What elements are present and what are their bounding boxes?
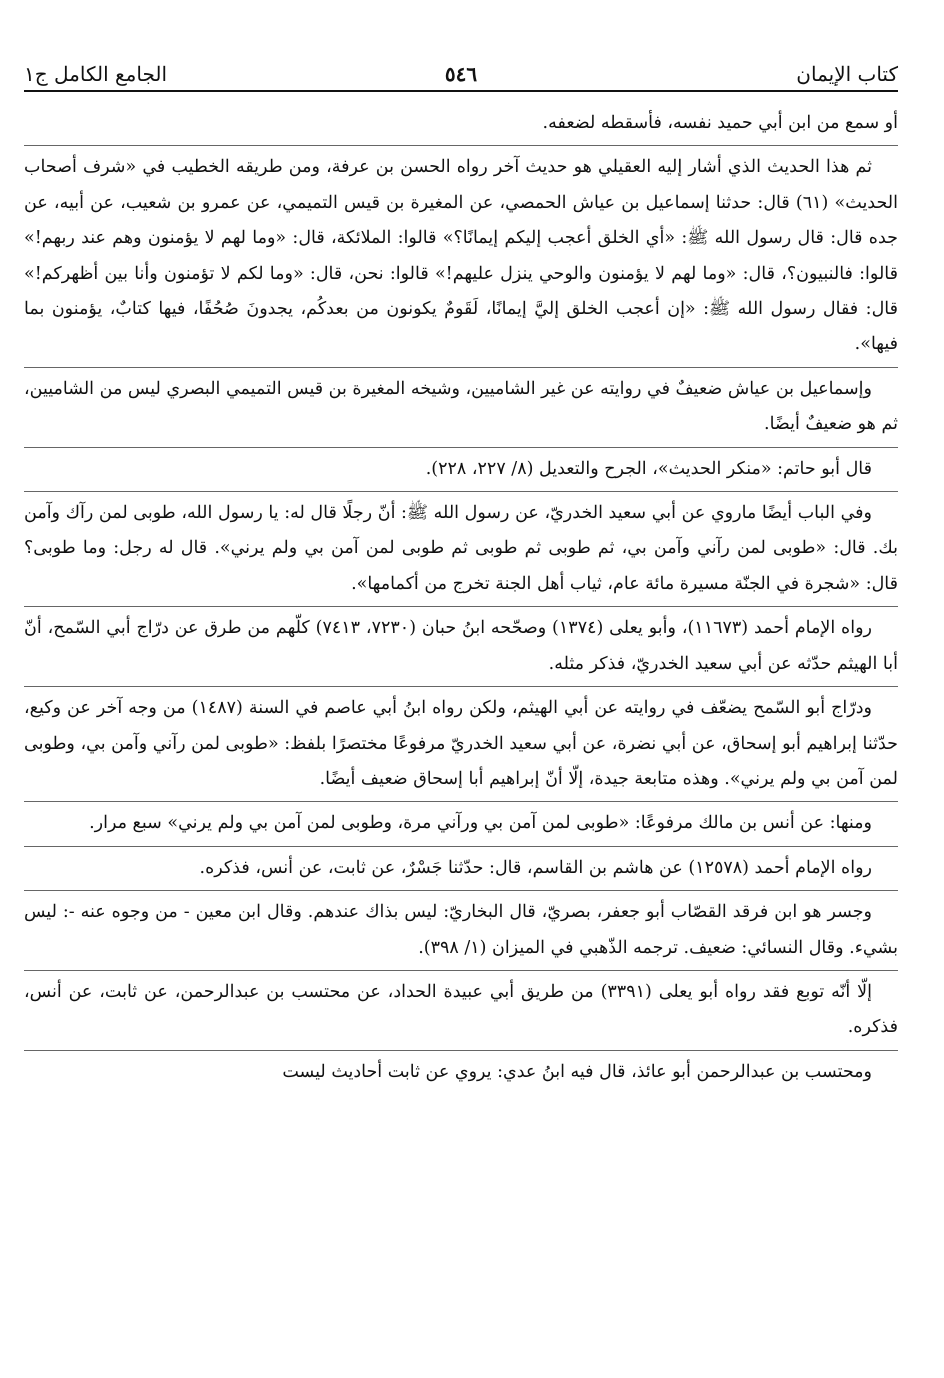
paragraph: ومحتسب بن عبدالرحمن أبو عائذ، قال فيه ابنُ عدي: يروي عن ثابت أحاديث ليست [24,1050,898,1090]
page-header [24,52,898,92]
paragraph: ومنها: عن أنس بن مالك مرفوعًا: «طوبى لمن آمن بي ورآني مرة، وطوبى لمن آمن بي ولم يرني» سبع مرار. [24,801,898,841]
book-title: الجامع الكامل ج١ [24,62,168,86]
paragraph: قال أبو حاتم: «منكر الحديث»، الجرح والتعديل (٨/ ٢٢٧، ٢٢٨). [24,447,898,487]
page-number: ٥٤٦ [444,62,478,86]
paragraph: وفي الباب أيضًا ماروي عن أبي سعيد الخدريّ، عن رسول الله ﷺ: أنّ رجلًا قال له: يا رسول الله، طوبى لمن رآك وآمن بك. قال: «طوبى لمن رآني وآمن بي، ثم طوبى ثم طوبى ثم طوبى لمن آمن بي ولم يرني». قال له رجل: وما طوبى؟ قال: «شجرة في الجنّة مسيرة مائة عام، ثياب أهل الجنة تخرج من أكمامها». [24,491,898,602]
paragraph: ثم هذا الحديث الذي أشار إليه العقيلي هو حديث آخر رواه الحسن بن عرفة، ومن طريقه الخطيب في «شرف أصحاب الحديث» (٦١) قال: حدثنا إسماعيل بن عياش الحمصي، عن المغيرة بن قيس التميمي، عن عمرو بن شعيب، عن أبيه، عن جده قال: قال رسول الله ﷺ: «أي الخلق أعجب إليكم إيمانًا؟» قالوا: الملائكة، قال: «وما لهم لا يؤمنون وهم عند ربهم!» قالوا: فالنبيون؟، قال: «وما لهم لا يؤمنون والوحي ينزل عليهم!» قالوا: نحن، قال: «وما لكم لا تؤمنون وأنا بين أظهركم!» قال: فقال رسول الله ﷺ: «إن أعجب الخلق إليَّ إيمانًا، لَقَومٌ يكونون من بعدكُم، يجدونَ صُحُفًا، فيها كتابٌ، يؤمنون بما فيها». [24,145,898,362]
chapter-title: كتاب الإيمان [796,62,898,86]
paragraph: رواه الإمام أحمد (١٢٥٧٨) عن هاشم بن القاسم، قال: حدّثنا جَسْرٌ، عن ثابت، عن أنس، فذكره. [24,846,898,886]
page-body [24,106,898,1090]
paragraph: رواه الإمام أحمد (١١٦٧٣)، وأبو يعلى (١٣٧٤) وصحّحه ابنُ حبان (٧٢٣٠، ٧٤١٣) كلّهم من طرق عن درّاج أبي السّمح، أنّ أبا الهيثم حدّثه عن أبي سعيد الخدريّ، فذكر مثله. [24,606,898,682]
paragraph: أو سمع من ابن أبي حميد نفسه، فأسقطه لضعفه. [542,113,898,133]
paragraph: إلّا أنّه توبع فقد رواه أبو يعلى (٣٣٩١) من طريق أبي عبيدة الحداد، عن محتسب بن عبدالرحمن، عن ثابت، عن أنس، فذكره. [24,970,898,1046]
document-page [24,52,898,1332]
paragraph: وإسماعيل بن عياش ضعيفٌ في روايته عن غير الشاميين، وشيخه المغيرة بن قيس التميمي البصري ليس من الشاميين، ثم هو ضعيفٌ أيضًا. [24,367,898,443]
paragraph: ودرّاج أبو السّمح يضعّف في روايته عن أبي الهيثم، ولكن رواه ابنُ أبي عاصم في السنة (١٤٨٧) من وجه آخر عن وكيع، حدّثنا إبراهيم أبو إسحاق، عن أبي نضرة، عن أبي سعيد الخدريّ مرفوعًا مختصرًا بلفظ: «طوبى لمن رآني وآمن بي، وطوبى لمن آمن بي ولم يرني». وهذه متابعة جيدة، إلّا أنّ إبراهيم أبا إسحاق ضعيف أيضًا. [24,686,898,797]
paragraph: وجسر هو ابن فرقد القصّاب أبو جعفر، بصريّ، قال البخاريّ: ليس بذاك عندهم. وقال ابن معين - من وجوه عنه -: ليس بشيء. وقال النسائي: ضعيف. ترجمه الذّهبي في الميزان (١/ ٣٩٨). [24,890,898,966]
